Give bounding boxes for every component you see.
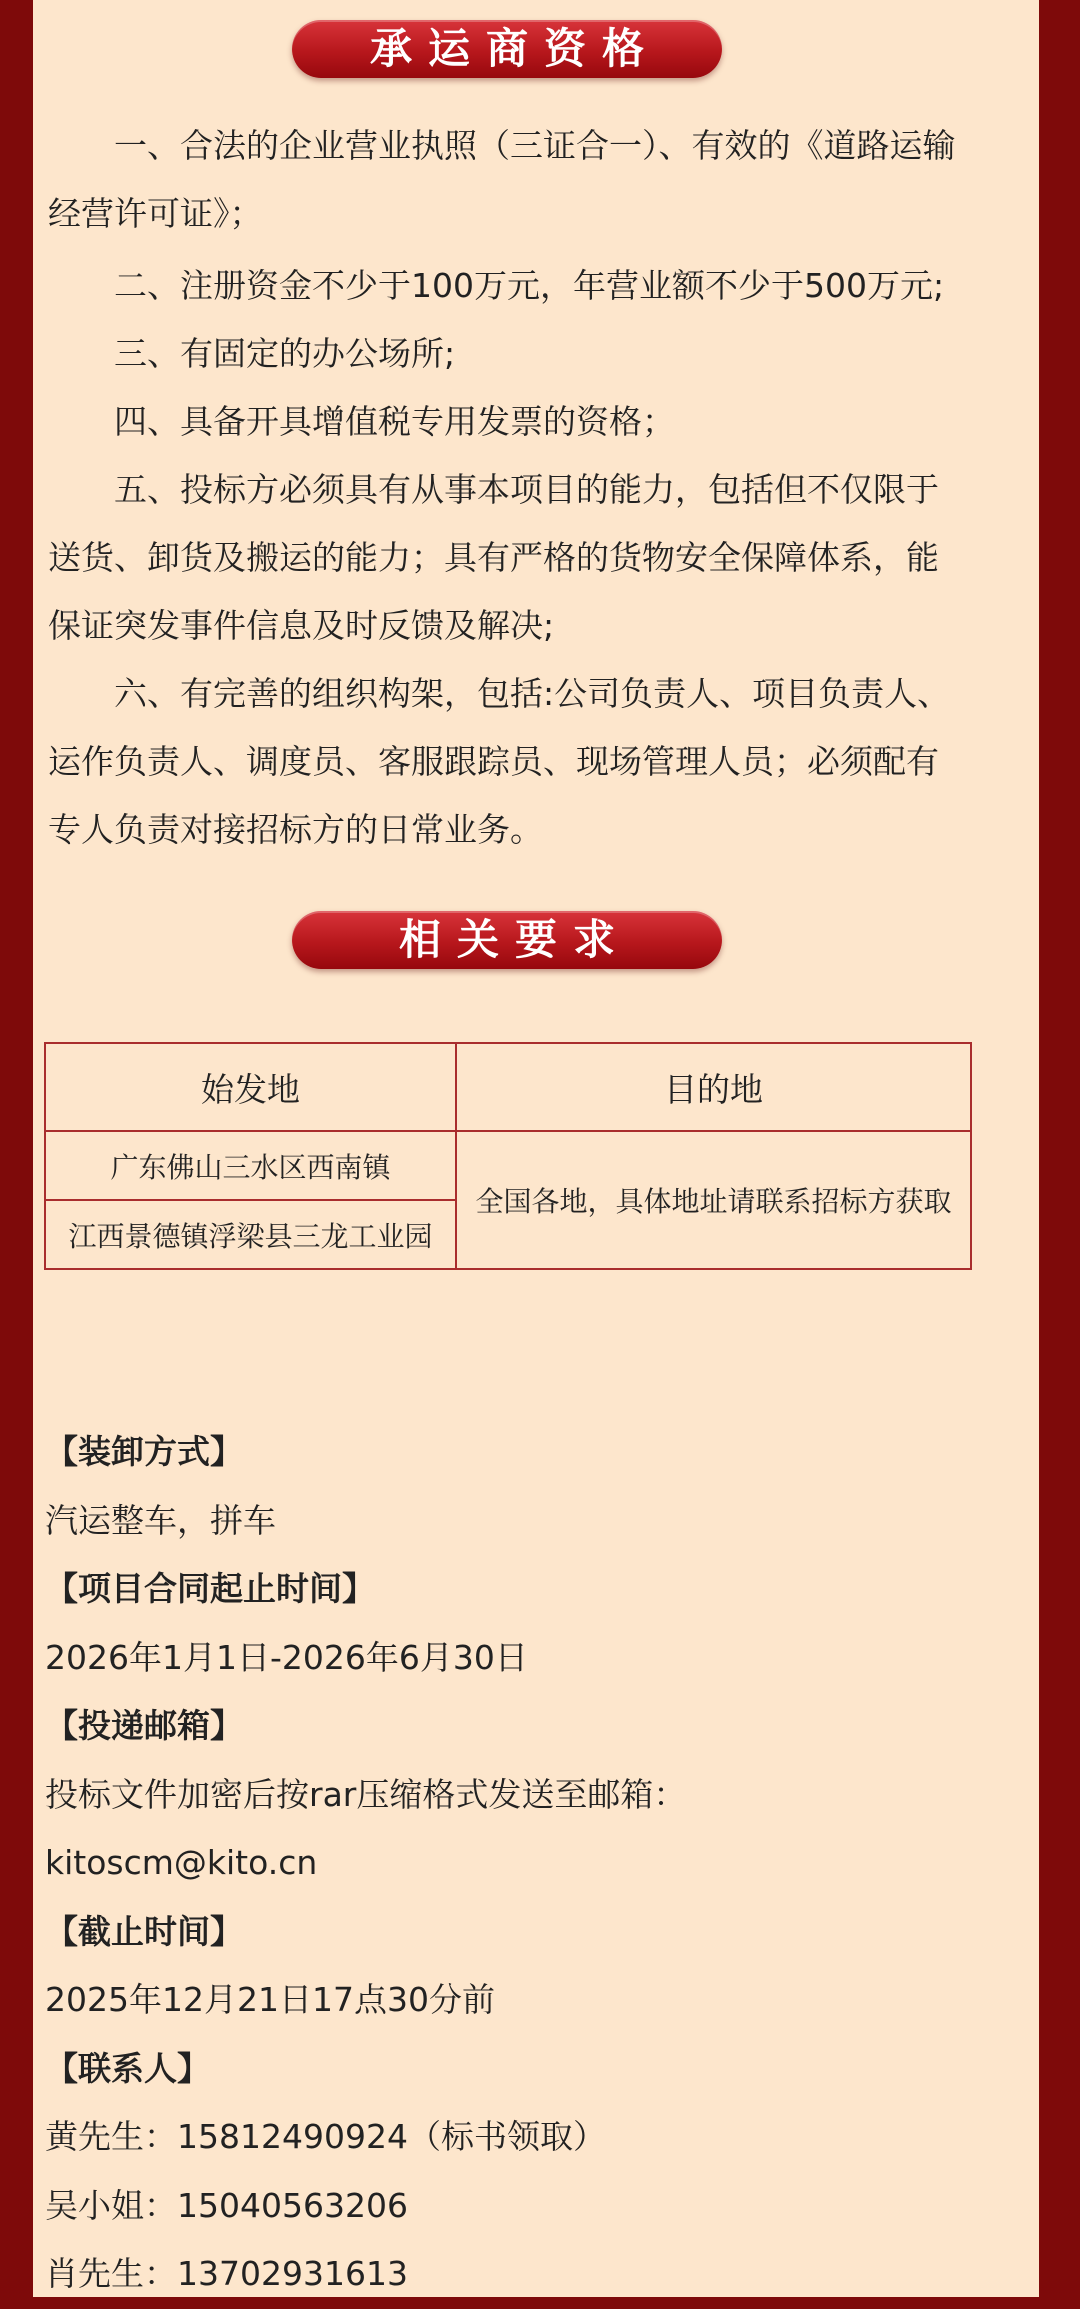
qualification-item-6: 六、有完善的组织构架，包括:公司负责人、项目负责人、运作负责人、调度员、客服跟踪员、现场管理人员；必须配有专人负责对接招标方的日常业务。 xyxy=(48,674,951,849)
project-info xyxy=(45,1418,985,2309)
table-row xyxy=(45,1131,971,1200)
email-instruction: 投标文件加密后按rar压缩格式发送至邮箱： xyxy=(45,1774,687,1814)
contract-period-value: 2026年1月1日-2026年6月30日 xyxy=(45,1637,528,1677)
contacts-label: 【联系人】 xyxy=(45,2048,210,2088)
header-origin: 始发地 xyxy=(45,1043,456,1131)
qualification-item-1: 一、合法的企业营业执照（三证合一）、有效的《道路运输经营许可证》； xyxy=(48,126,956,233)
qualification-item-2: 二、注册资金不少于100万元，年营业额不少于500万元; xyxy=(114,266,945,305)
loading-method-value: 汽运整车，拼车 xyxy=(45,1500,276,1540)
email-address[interactable]: kitoscm@kito.cn xyxy=(45,1843,318,1882)
qualification-item-4: 四、具备开具增值税专用发票的资格； xyxy=(114,402,675,441)
qualification-item-5: 五、投标方必须具有从事本项目的能力，包括但不仅限于送货、卸货及搬运的能力；具有严格的货物安全保障体系，能保证突发事件信息及时反馈及解决; xyxy=(48,470,939,645)
header-destination: 目的地 xyxy=(456,1043,971,1131)
contract-period-label: 【项目合同起止时间】 xyxy=(45,1569,375,1608)
email-label: 【投递邮箱】 xyxy=(45,1706,243,1745)
contact-item: 吴小姐：15040563206 xyxy=(45,2185,408,2225)
origin-cell-2: 江西景德镇浮梁县三龙工业园 xyxy=(45,1200,456,1269)
deadline-value: 2025年12月21日17点30分前 xyxy=(45,1980,495,2019)
destination-cell: 全国各地，具体地址请联系招标方获取 xyxy=(456,1131,971,1269)
contact-item: 肖先生：13702931613 xyxy=(45,2254,408,2293)
section-title-requirements: 相关要求 xyxy=(292,911,722,969)
loading-method-label: 【装卸方式】 xyxy=(45,1432,243,1471)
table-header-row xyxy=(45,1043,971,1131)
contact-item: 黄先生：15812490924（标书领取） xyxy=(45,2117,606,2156)
route-table xyxy=(44,1042,972,1270)
qualification-item-3: 三、有固定的办公场所; xyxy=(114,334,456,373)
origin-cell-1: 广东佛山三水区西南镇 xyxy=(45,1131,456,1200)
deadline-label: 【截止时间】 xyxy=(45,1911,243,1951)
section-title-qualification: 承运商资格 xyxy=(292,20,722,78)
